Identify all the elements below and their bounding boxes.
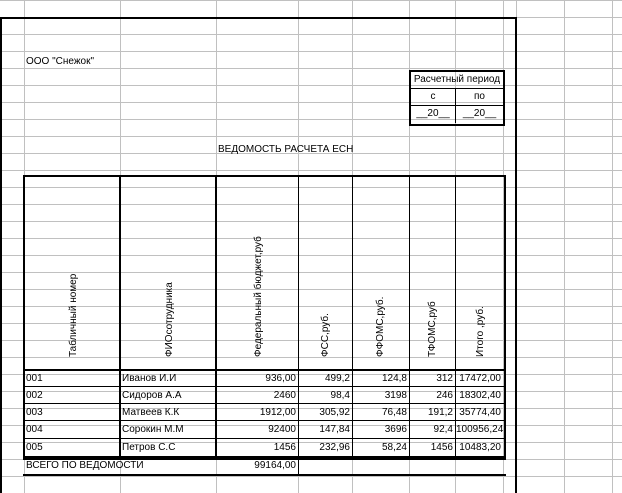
cell-tfoms[interactable]: 191,2 <box>427 407 453 418</box>
cell-federal[interactable]: 2460 <box>273 390 296 401</box>
cell-federal[interactable]: 936,00 <box>265 373 296 384</box>
cell-ffoms[interactable]: 3198 <box>384 390 407 401</box>
cell-total[interactable]: 100956,24 <box>456 424 504 435</box>
cell-ffoms[interactable]: 58,24 <box>381 442 407 453</box>
company-name[interactable]: ООО "Снежок" <box>26 56 95 67</box>
cell-total[interactable]: 10483,20 <box>459 442 501 453</box>
period-from-value[interactable]: __20__ <box>416 108 450 119</box>
period-to-value[interactable]: __20__ <box>462 108 497 119</box>
cell-fss[interactable]: 499,2 <box>324 373 350 384</box>
total-federal[interactable]: 99164,00 <box>254 460 296 471</box>
cell-tfoms[interactable]: 92,4 <box>433 424 453 435</box>
cell-federal[interactable]: 1912,00 <box>259 407 296 418</box>
print-area-left-border <box>0 17 2 493</box>
cell-tfoms[interactable]: 1456 <box>430 442 453 453</box>
cell-name[interactable]: Сидоров А.А <box>122 390 182 401</box>
total-label[interactable]: ВСЕГО ПО ВЕДОМОСТИ <box>26 460 144 471</box>
cell-total[interactable]: 18302,40 <box>459 390 501 401</box>
table-bottom-border <box>23 474 506 476</box>
cell-total[interactable]: 17472,00 <box>459 373 501 384</box>
cell-fss[interactable]: 98,4 <box>330 390 350 401</box>
cell-ffoms[interactable]: 124,8 <box>381 373 407 384</box>
print-area-top-border <box>0 17 517 19</box>
cell-fss[interactable]: 305,92 <box>319 407 350 418</box>
cell-name[interactable]: Петров С.С <box>122 442 176 453</box>
report-title[interactable]: ВЕДОМОСТЬ РАСЧЕТА ЕСН <box>218 144 354 155</box>
cell-name[interactable]: Сорокин М.М <box>122 424 184 435</box>
cell-ffoms[interactable]: 76,48 <box>381 407 407 418</box>
cell-tab-number[interactable]: 003 <box>26 407 43 418</box>
cell-tab-number[interactable]: 002 <box>26 390 43 401</box>
cell-tab-number[interactable]: 005 <box>26 442 43 453</box>
cell-federal[interactable]: 1456 <box>273 442 296 453</box>
cell-total[interactable]: 35774,40 <box>459 407 501 418</box>
cell-tfoms[interactable]: 246 <box>436 390 453 401</box>
period-from-label[interactable]: с <box>430 91 436 102</box>
cell-tfoms[interactable]: 312 <box>436 373 453 384</box>
column-divider <box>119 175 121 458</box>
cell-tab-number[interactable]: 004 <box>26 424 43 435</box>
period-header[interactable]: Расчетный период <box>413 74 501 85</box>
cell-name[interactable]: Матвеев К.К <box>122 407 180 418</box>
period-to-label[interactable]: по <box>474 91 485 102</box>
cell-tab-number[interactable]: 001 <box>26 373 43 384</box>
print-area-right-border <box>515 17 517 493</box>
cell-ffoms[interactable]: 3696 <box>384 424 407 435</box>
cell-federal[interactable]: 92400 <box>268 424 296 435</box>
cell-name[interactable]: Иванов И.И <box>122 373 177 384</box>
cell-fss[interactable]: 147,84 <box>319 424 350 435</box>
cell-fss[interactable]: 232,96 <box>319 442 350 453</box>
